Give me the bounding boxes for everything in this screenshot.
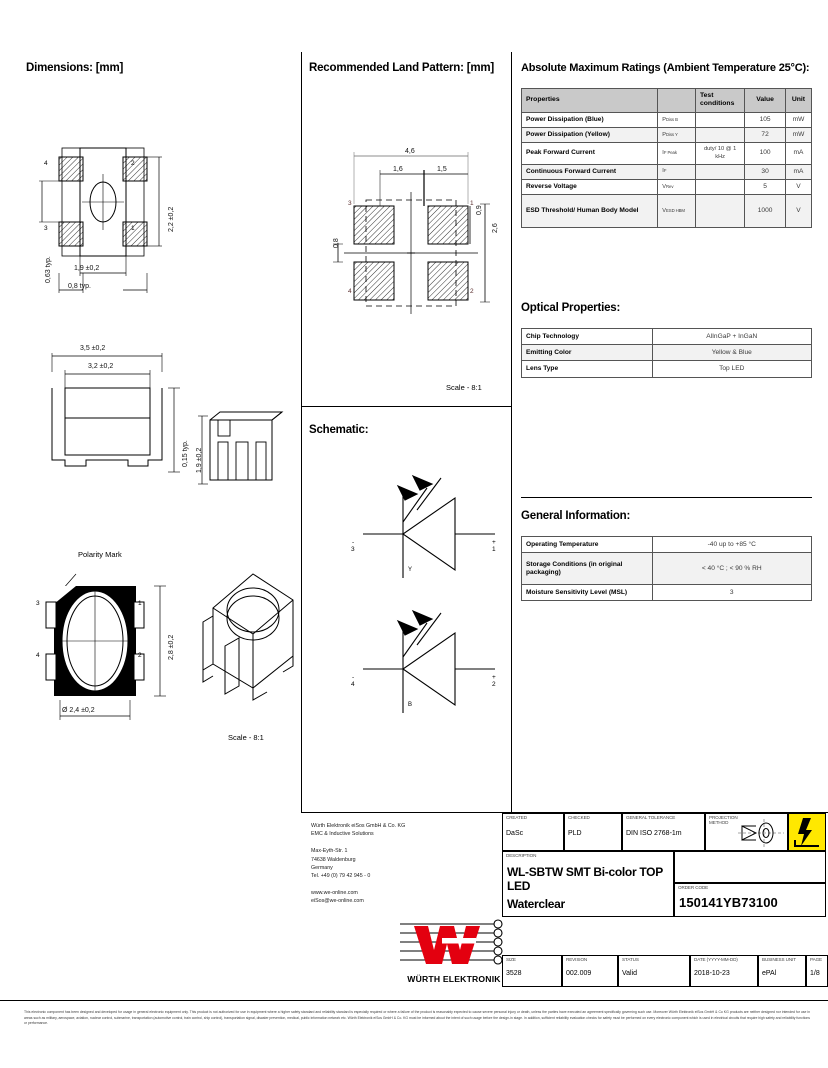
- dim-height-2-2: 2,2 ±0,2: [168, 206, 175, 232]
- amr-prop-0: Power Dissipation (Blue): [522, 112, 658, 127]
- table-row: [522, 361, 812, 377]
- table-row: [522, 179, 812, 194]
- amr-unit-2: mA: [785, 143, 811, 164]
- description-line-2: Waterclear: [507, 896, 565, 911]
- description-line-1: WL-SBTW SMT Bi-color TOP LED: [507, 864, 663, 893]
- date-label: DATE (YYYY-MM-DD): [694, 957, 738, 962]
- land-pattern-drawing: [320, 140, 505, 330]
- revision-value: 002.009: [566, 969, 592, 977]
- lp-pad-3: 3: [348, 200, 352, 207]
- amr-val-3: 30: [745, 164, 786, 179]
- amr-sym-0: PDiss B: [658, 112, 696, 127]
- business-unit-value: ePAl: [762, 969, 777, 977]
- pin-label-4: 4: [44, 160, 48, 167]
- lp-pad-4: 4: [348, 288, 352, 295]
- land-pattern-scale-note: Scale - 8:1: [446, 383, 482, 392]
- dim-pad-0-8: 0,8 typ.: [68, 283, 91, 290]
- amr-header-symbol: [658, 89, 696, 113]
- amr-unit-0: mW: [785, 112, 811, 127]
- optical-title: Optical Properties:: [521, 302, 621, 314]
- bottom-pin-1: 1: [138, 600, 142, 607]
- amr-cond-0: [695, 112, 744, 127]
- amr-table-wrap: [521, 88, 812, 228]
- date-value: 2018-10-23: [694, 969, 730, 977]
- status-label: STATUS: [622, 957, 639, 962]
- amr-cond-5: [695, 195, 744, 228]
- dim-bottom-2-8: 2,8 ±0,2: [168, 634, 175, 660]
- amr-header-value: Value: [745, 89, 786, 113]
- amr-prop-1: Power Dissipation (Yellow): [522, 128, 658, 143]
- status-value: Valid: [622, 969, 638, 977]
- company-city: 74638 Waldenburg: [311, 856, 356, 863]
- dim-lens-diameter: Ø 2,4 ±0,2: [62, 707, 95, 714]
- lp-dim-pad-width: 1,5: [437, 166, 447, 173]
- absolute-maximum-ratings-table: [521, 88, 812, 228]
- column-divider-right: [511, 52, 512, 812]
- opt-key-2: Lens Type: [522, 361, 653, 377]
- gen-val-2: 3: [652, 585, 812, 601]
- gen-key-0: Operating Temperature: [522, 537, 653, 553]
- table-row: [522, 143, 812, 164]
- amr-header-properties: Properties: [522, 89, 658, 113]
- optical-properties-table: [521, 328, 812, 378]
- field-projection-method: [705, 813, 788, 851]
- company-phone: Tel. +49 (0) 79 42 945 - 0: [311, 873, 371, 880]
- dim-pitch-0-63: 0,63 typ.: [45, 256, 52, 283]
- order-code-label: ORDER CODE: [678, 885, 709, 890]
- table-row: [522, 128, 812, 143]
- bottom-pin-2: 2: [138, 652, 142, 659]
- amr-sym-2: IF Peak: [658, 143, 696, 164]
- field-date: [690, 955, 758, 987]
- revision-label: REVISION: [566, 957, 588, 962]
- field-page: [806, 955, 828, 987]
- land-pattern-title: Recommended Land Pattern: [mm]: [309, 62, 495, 74]
- gen-val-0: -40 up to +85 °C: [652, 537, 812, 553]
- amr-title: Absolute Maximum Ratings (Ambient Temperature 25°C):: [521, 62, 810, 74]
- size-label: SIZE: [506, 957, 516, 962]
- schematic-title: Schematic:: [309, 424, 369, 436]
- amr-header-unit: Unit: [785, 89, 811, 113]
- business-unit-label: BUSINESS UNIT: [762, 957, 796, 962]
- field-blank-upper: [674, 851, 826, 883]
- schematic-divider: [301, 406, 512, 407]
- amr-val-5: 1000: [745, 195, 786, 228]
- diode-b-cathode-pin: 4: [351, 681, 355, 688]
- description-label: DESCRIPTION: [506, 853, 537, 858]
- footer-disclaimer: This electronic component has been designed and developed for usage in general electronic equipment only. This product is not authorized for use in equipment where a higher safety standard and reliability standard is especially required or where a failure of the product is reasonably expected to cause severe personal injury or death, unless the parties have executed an agreement specifically governing such use. Moreover Würth Elektronik eiSos GmbH & Co KG products are neither designed nor intended for use in areas such as military, aerospace, aviation, nuclear control, submarine, transportation (automotive control, train control, ship control), transportation signal, disaster prevention, medical, public information network etc. Würth Elektronik eiSos GmbH & Co. KG must be informed about the intent of such usage before the design-in stage. In addition, sufficient reliability evaluation checks for safety must be performed on every electronic component which is used in electrical circuits that require high safety and reliability functions or performance.: [24, 1010, 810, 1026]
- opt-key-0: Chip Technology: [522, 329, 653, 345]
- diode-b-label: B: [408, 702, 413, 708]
- company-name-1: Würth Elektronik eiSos GmbH & Co. KG: [311, 823, 406, 829]
- amr-cond-1: [695, 128, 744, 143]
- amr-prop-5: ESD Threshold/ Human Body Model: [522, 195, 658, 228]
- diode-y-anode-sign: +: [492, 539, 496, 546]
- field-created: [502, 813, 564, 851]
- amr-val-4: 5: [745, 179, 786, 194]
- field-business-unit: [758, 955, 806, 987]
- lp-dim-pad-height: 0,9: [476, 205, 483, 215]
- dimensions-front-view: [196, 398, 286, 493]
- polarity-mark-label: Polarity Mark: [78, 550, 122, 559]
- dimensions-title: Dimensions: [mm]: [26, 62, 124, 74]
- amr-val-1: 72: [745, 128, 786, 143]
- package-3d-view: [195, 560, 305, 710]
- created-label: CREATED: [506, 815, 527, 820]
- field-revision: [562, 955, 618, 987]
- dimensions-side-view: [40, 340, 190, 490]
- optical-table-wrap: [521, 328, 812, 378]
- schematic-diode-blue: [345, 605, 505, 720]
- table-row: [522, 195, 812, 228]
- lp-pad-2: 2: [470, 288, 474, 295]
- dim-outer-3-5: 3,5 ±0,2: [80, 345, 106, 352]
- table-row: [522, 112, 812, 127]
- field-order-code: [674, 883, 826, 917]
- lp-dim-total-width: 4,6: [405, 148, 415, 155]
- company-country: Germany: [311, 864, 333, 871]
- page-label: PAGE: [810, 957, 823, 962]
- general-information-table: [521, 536, 812, 601]
- esd-warning-icon: [788, 813, 826, 851]
- diode-y-cathode-pin: 3: [351, 546, 355, 553]
- table-row: [522, 164, 812, 179]
- table-row: [522, 329, 812, 345]
- diode-b-cathode-sign: -: [352, 674, 355, 681]
- pin-label-1: 1: [131, 225, 135, 232]
- projection-label: PROJECTION METHOD: [709, 815, 738, 825]
- general-table-wrap: [521, 536, 812, 601]
- amr-sym-5: VESD HBM: [658, 195, 696, 228]
- order-code-value: 150141YB73100: [679, 894, 778, 910]
- tolerance-value: DIN ISO 2768-1m: [626, 829, 682, 837]
- amr-sym-4: VRev: [658, 179, 696, 194]
- opt-val-0: AlInGaP + InGaN: [652, 329, 812, 345]
- gen-val-1: < 40 °C ; < 90 % RH: [652, 553, 812, 585]
- checked-label: CHECKED: [568, 815, 590, 820]
- bottom-pin-4: 4: [36, 652, 40, 659]
- tolerance-label: GENERAL TOLERANCE: [626, 815, 676, 820]
- lp-dim-gap: 0,8: [333, 238, 340, 248]
- wurth-elektronik-logo: [398, 918, 510, 984]
- amr-val-2: 100: [745, 143, 786, 164]
- checked-value: PLD: [568, 829, 582, 837]
- diode-y-label: Y: [408, 567, 413, 573]
- dimensions-scale-note: Scale - 8:1: [228, 733, 264, 742]
- amr-sym-3: IF: [658, 164, 696, 179]
- amr-unit-5: V: [785, 195, 811, 228]
- amr-cond-4: [695, 179, 744, 194]
- gen-key-2: Moisture Sensitivity Level (MSL): [522, 585, 653, 601]
- footer-rule: [0, 1000, 828, 1001]
- diode-b-anode-sign: +: [492, 674, 496, 681]
- gen-key-1: Storage Conditions (in original packaging): [522, 553, 653, 585]
- opt-val-1: Yellow & Blue: [652, 345, 812, 361]
- diode-y-anode-pin: 1: [492, 546, 496, 553]
- pin-label-2: 2: [131, 160, 135, 167]
- table-row: [522, 345, 812, 361]
- general-section-rule: [521, 497, 812, 498]
- dim-lead-0-15: 0,15 typ.: [182, 440, 189, 467]
- company-name-2: EMC & Inductive Solutions: [311, 831, 374, 838]
- field-general-tolerance: [622, 813, 705, 851]
- field-size: [502, 955, 562, 987]
- amr-prop-2: Peak Forward Current: [522, 143, 658, 164]
- field-status: [618, 955, 690, 987]
- bottom-pin-3: 3: [36, 600, 40, 607]
- amr-sym-1: PDiss Y: [658, 128, 696, 143]
- amr-cond-2: duty/ 10 @ 1 kHz: [695, 143, 744, 164]
- amr-prop-3: Continuous Forward Current: [522, 164, 658, 179]
- company-email[interactable]: eiSos@we-online.com: [311, 898, 364, 905]
- diode-y-cathode-sign: -: [352, 539, 355, 546]
- company-address: [311, 822, 405, 906]
- company-street: Max-Eyth-Str. 1: [311, 848, 348, 855]
- opt-val-2: Top LED: [652, 361, 812, 377]
- company-website[interactable]: www.we-online.com: [311, 890, 358, 897]
- amr-val-0: 105: [745, 112, 786, 127]
- projection-symbol-icon: [736, 818, 786, 853]
- table-row: [522, 537, 812, 553]
- opt-key-1: Emitting Color: [522, 345, 653, 361]
- dim-width-1-9: 1,9 ±0,2: [74, 265, 100, 272]
- lp-dim-total-height: 2,6: [492, 223, 499, 233]
- amr-header-row: [522, 89, 812, 113]
- page-value: 1/8: [810, 969, 820, 977]
- amr-prop-4: Reverse Voltage: [522, 179, 658, 194]
- size-value: 3528: [506, 969, 522, 977]
- amr-cond-3: [695, 164, 744, 179]
- amr-header-conditions: Test conditions: [695, 89, 744, 113]
- lp-dim-inner-span: 1,6: [393, 166, 403, 173]
- amr-unit-1: mW: [785, 128, 811, 143]
- lp-pad-1: 1: [470, 200, 474, 207]
- amr-unit-4: V: [785, 179, 811, 194]
- created-value: DaSc: [506, 829, 524, 837]
- schematic-diode-yellow: [345, 470, 505, 585]
- field-checked: [564, 813, 622, 851]
- diode-b-anode-pin: 2: [492, 681, 496, 688]
- general-title: General Information:: [521, 510, 631, 522]
- table-row: [522, 585, 812, 601]
- logo-text: WÜRTH ELEKTRONIK: [407, 974, 501, 984]
- field-description: [502, 851, 674, 917]
- dim-front-1-9: 1,9 ±0,2: [196, 447, 203, 473]
- table-row: [522, 553, 812, 585]
- pin-label-3: 3: [44, 225, 48, 232]
- amr-unit-3: mA: [785, 164, 811, 179]
- dim-inner-3-2: 3,2 ±0,2: [88, 363, 114, 370]
